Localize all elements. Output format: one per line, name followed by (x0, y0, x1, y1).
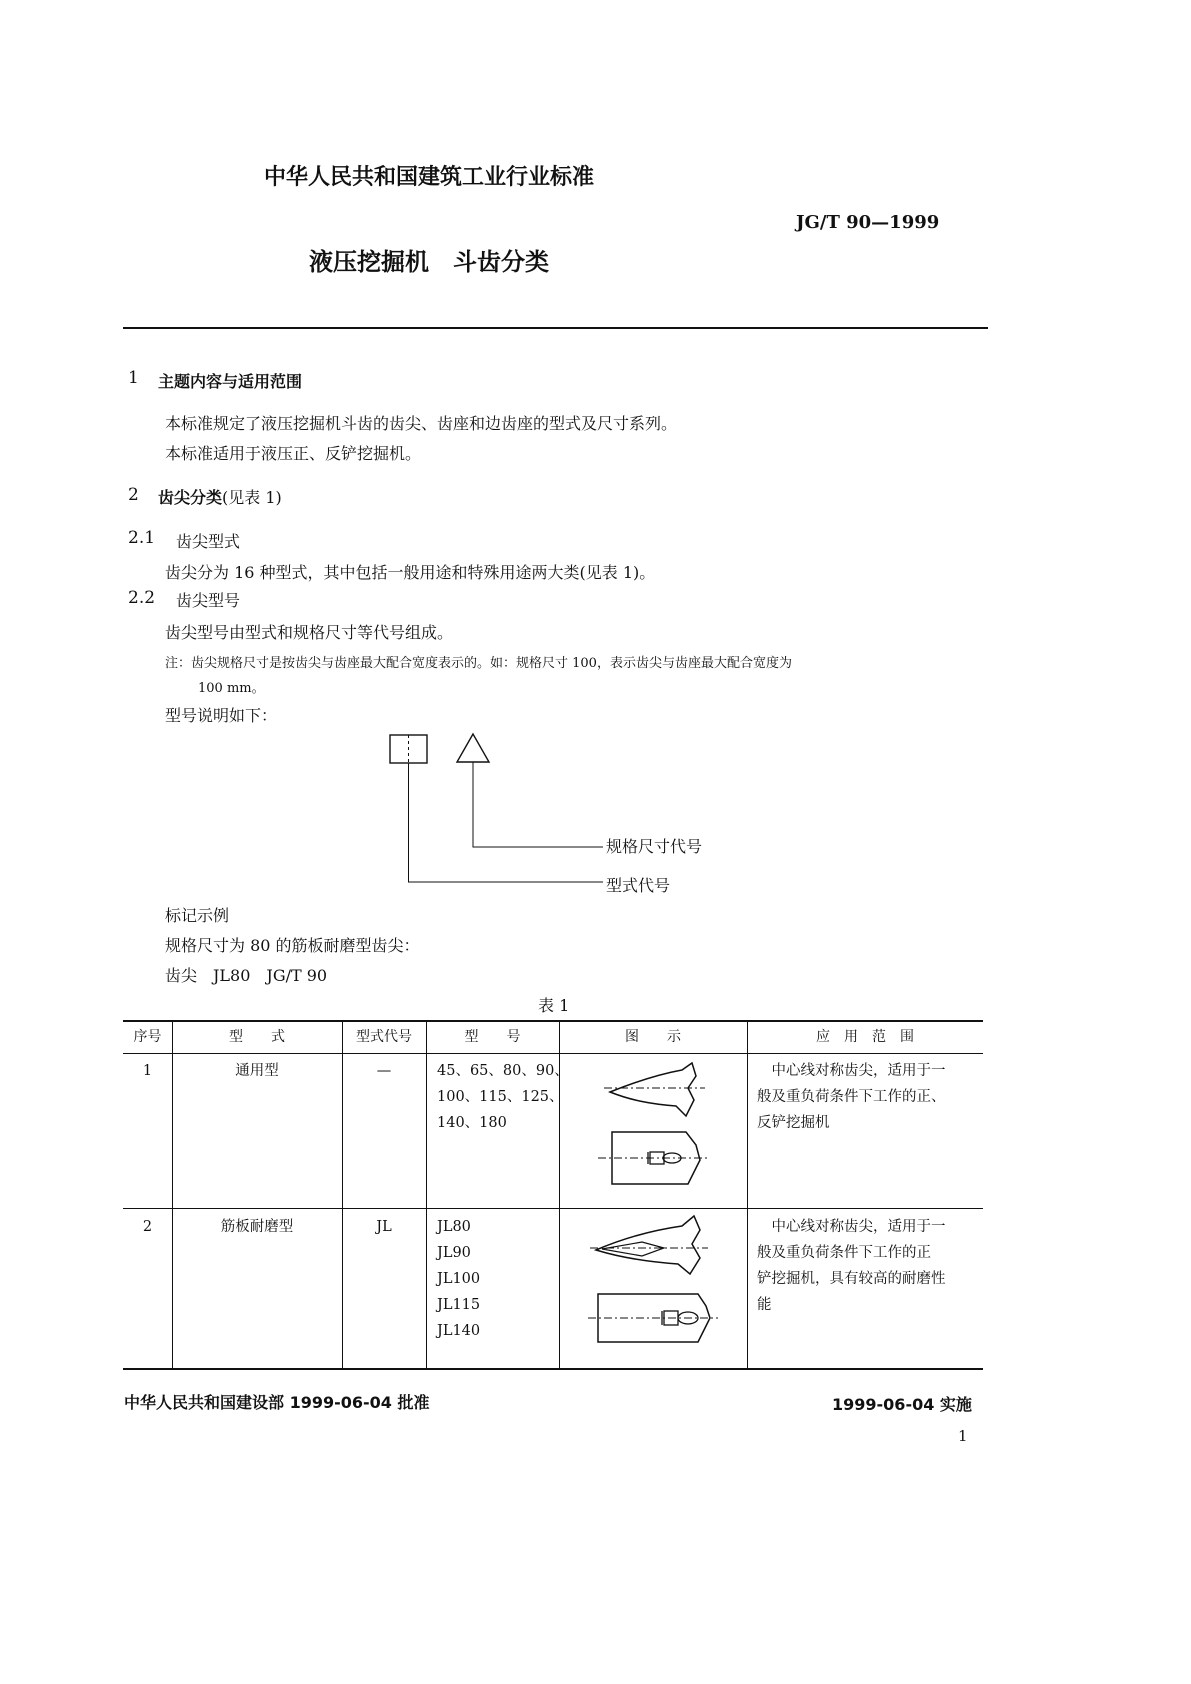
section-2-heading: 齿尖分类 (158, 488, 223, 507)
note-line-2: 100 mm。 (198, 681, 265, 696)
implementation-date: 1999-06-04 实施 (832, 1395, 972, 1414)
model-description-intro: 型号说明如下： (165, 706, 278, 725)
row-2-usage-4: 能 (757, 1297, 772, 1313)
standard-number: JG/T 90—1999 (796, 212, 940, 233)
row-1-usage-3: 反铲挖掘机 (757, 1115, 830, 1131)
row-2-usage-1: 中心线对称齿尖，适用于一 (757, 1219, 946, 1235)
size-code-leader (473, 762, 603, 847)
table-row-rule (123, 1208, 983, 1209)
section-2-1-heading: 齿尖型式 (176, 532, 241, 551)
section-1-number: 1 (128, 368, 139, 388)
row-1-illustration (590, 1060, 720, 1195)
section-2-2-number: 2.2 (128, 588, 156, 608)
section-2-2-text: 齿尖型号由型式和规格尺寸等代号组成。 (165, 623, 454, 642)
note-line-1: 注：齿尖规格尺寸是按齿尖与齿座最大配合宽度表示的。如：规格尺寸 100，表示齿尖与齿座最大配合宽度为 (165, 656, 792, 671)
example-heading: 标记示例 (165, 906, 230, 925)
row-1-model-3: 140、180 (437, 1115, 507, 1131)
section-2-number: 2 (128, 485, 139, 505)
header-application: 应 用 范 围 (816, 1029, 914, 1045)
header-type-code: 型式代号 (356, 1029, 412, 1045)
col-divider-3 (426, 1021, 427, 1369)
section-2-1-text: 齿尖分为 16 种型式，其中包括一般用途和特殊用途两大类(见表 1)。 (165, 563, 656, 582)
row-2-usage-3: 铲挖掘机，具有较高的耐磨性 (757, 1271, 946, 1287)
issuing-body: 中华人民共和国建筑工业行业标准 (264, 165, 595, 190)
type-code-leader (409, 763, 604, 882)
general-tooth-drawing (590, 1060, 720, 1195)
document-title: 液压挖掘机 斗齿分类 (309, 248, 549, 276)
row-2-illustration (582, 1214, 732, 1354)
header-model: 型 号 (464, 1029, 521, 1045)
example-code: 齿尖 JL80 JG/T 90 (165, 966, 328, 985)
row-2-no: 2 (142, 1219, 153, 1235)
row-2-type-code: JL (376, 1219, 392, 1235)
row-2-model-4: JL115 (437, 1297, 481, 1313)
header-illustration: 图 示 (625, 1029, 681, 1045)
size-code-triangle (457, 734, 489, 762)
row-2-model-2: JL90 (437, 1245, 471, 1261)
row-1-usage-1: 中心线对称齿尖，适用于一 (757, 1063, 946, 1079)
example-description: 规格尺寸为 80 的筋板耐磨型齿尖： (165, 936, 420, 955)
tooth-side-outline (610, 1063, 696, 1116)
title-rule (123, 327, 988, 329)
header-no: 序号 (133, 1029, 162, 1045)
row-1-model-1: 45、65、80、90、 (437, 1063, 569, 1079)
section-2-2-heading: 齿尖型号 (176, 591, 241, 610)
table-bottom-rule (123, 1368, 983, 1370)
table-top-rule (123, 1020, 983, 1022)
row-2-type: 筋板耐磨型 (220, 1219, 294, 1235)
row-2-model-1: JL80 (437, 1219, 471, 1235)
row-1-type-code: — (376, 1063, 392, 1079)
section-2-1-number: 2.1 (128, 528, 156, 548)
row-1-model-2: 100、115、125、 (437, 1089, 564, 1105)
row-2-usage-2: 般及重负荷条件下工作的正 (757, 1245, 931, 1261)
table-caption: 表 1 (538, 996, 570, 1015)
header-type: 型 式 (229, 1029, 285, 1045)
row-2-model-5: JL140 (437, 1323, 481, 1339)
col-divider-5 (747, 1021, 748, 1369)
page-number: 1 (958, 1427, 968, 1445)
section-2-table-ref: (见表 1) (222, 488, 282, 507)
section-1-paragraph-2: 本标准适用于液压正、反铲挖掘机。 (165, 444, 422, 463)
ribbed-tooth-drawing (582, 1214, 732, 1354)
type-code-label: 型式代号 (606, 876, 671, 895)
row-2-model-3: JL100 (437, 1271, 481, 1287)
section-1-heading: 主题内容与适用范围 (158, 372, 303, 391)
row-1-no: 1 (142, 1063, 153, 1079)
table-header-rule (123, 1053, 983, 1054)
section-1-paragraph-1: 本标准规定了液压挖掘机斗齿的齿尖、齿座和边齿座的型式及尺寸系列。 (165, 414, 678, 433)
row-1-usage-2: 般及重负荷条件下工作的正、 (757, 1089, 946, 1105)
section-2-heading-line (158, 485, 282, 508)
ribbed-tooth-side-outline (596, 1216, 700, 1274)
model-code-diagram (385, 730, 615, 900)
row-1-type: 通用型 (235, 1063, 279, 1079)
approval-line: 中华人民共和国建设部 1999-06-04 批准 (124, 1393, 430, 1412)
size-code-label: 规格尺寸代号 (606, 837, 703, 856)
